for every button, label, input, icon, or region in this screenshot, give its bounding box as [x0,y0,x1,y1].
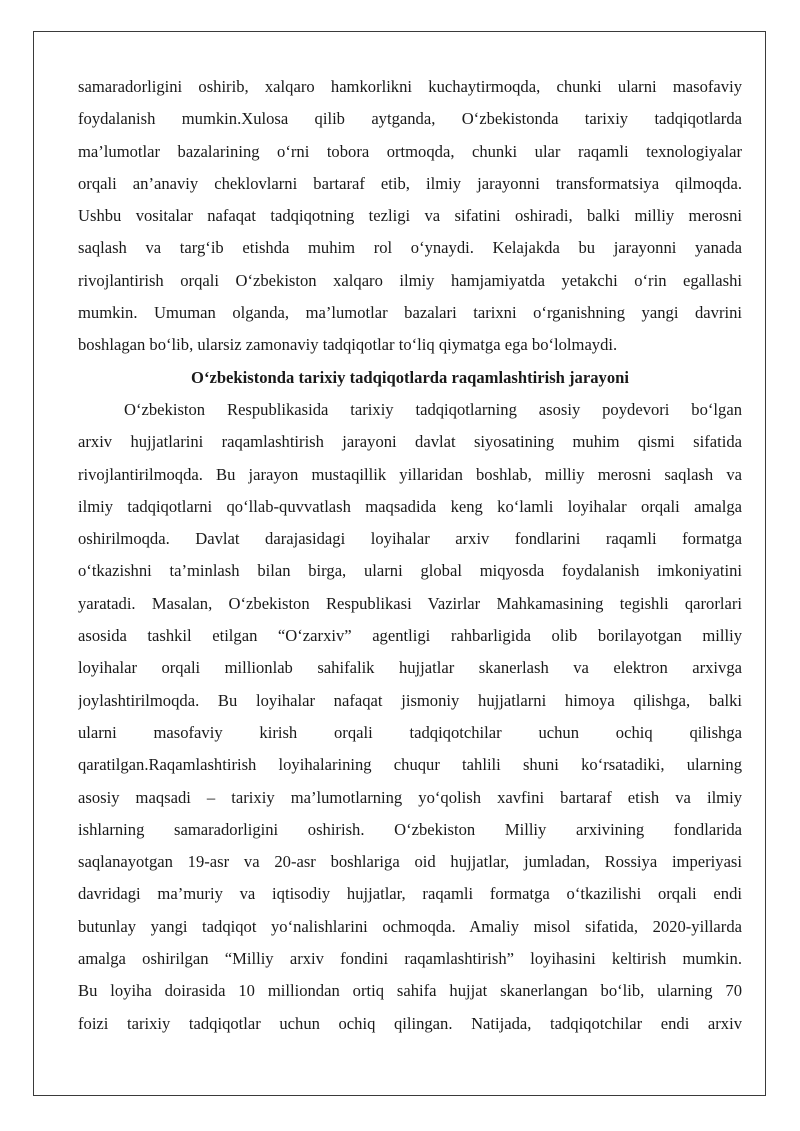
text-line: samaradorligini oshirib, xalqaro hamkorlikni kuchaytirmoqda, chunki ularni masofaviy [78,77,742,96]
text-line: ma’lumotlar bazalarining o‘rni tobora ortmoqda, chunki ular raqamli texnologiyalar [78,141,742,161]
text-line: saqlanayotgan 19-asr va 20-asr boshlariga oid hujjatlar, jumladan, Rossiya imperiyasi [78,852,742,872]
text-line: asosiy maqsadi – tarixiy ma’lumotlarning yo‘qolish xavfini bartaraf etish va ilmiy [78,787,742,807]
text-line: amalga oshirilgan “Milliy arxiv fondini raqamlashtirish” loyihasini keltirish mumkin. [78,949,742,969]
section-heading: O‘zbekistonda tarixiy tadqiqotlarda raqamlashtirish jarayoni [191,367,629,387]
document-body [78,71,742,1040]
text-line: rivojlantirilmoqda. Bu jarayon mustaqillik yillaridan boshlab, milliy merosni saqlash va [78,464,742,484]
text-line: qaratilgan.Raqamlashtirish loyihalarining chuqur tahlili shuni ko‘rsatadiki, ularning [78,755,742,775]
text-line: orqali an’anaviy cheklovlarni bartaraf etib, ilmiy jarayonni transformatsiya qilmoqda. [78,173,742,193]
text-line: O‘zbekiston Respublikasida tarixiy tadqiqotlarning asosiy poydevori bo‘lgan [124,399,742,419]
text-line: foydalanish mumkin.Xulosa qilib aytganda, O‘zbekistonda tarixiy tadqiqotlarda [78,109,742,129]
text-line: davridagi ma’muriy va iqtisodiy hujjatlar, raqamli formatga o‘tkazilishi orqali endi [78,884,742,904]
paragraph-conclusion [78,71,742,362]
text-line: ularni masofaviy kirish orqali tadqiqotchilar uchun ochiq qilishga [78,722,742,742]
text-line: Bu loyiha doirasida 10 milliondan ortiq sahifa hujjat skanerlangan bo‘lib, ularning 70 [78,981,742,1001]
text-line: ishlarning samaradorligini oshirish. O‘zbekiston Milliy arxivining fondlarida [78,819,742,839]
text-line: boshlagan bo‘lib, ularsiz zamonaviy tadqiqotlar to‘liq qiymatga ega bo‘lolmaydi. [78,335,618,355]
text-line: arxiv hujjatlarini raqamlashtirish jarayoni davlat siyosatining muhim qismi sifatida [78,432,742,452]
text-line: joylashtirilmoqda. Bu loyihalar nafaqat jismoniy hujjatlarni himoya qilishga, balki [78,690,742,710]
text-line: asosida tashkil etilgan “O‘zarxiv” agentligi rahbarligida olib borilayotgan milliy [78,626,742,646]
text-line: mumkin. Umuman olganda, ma’lumotlar bazalari tarixni o‘rganishning yangi davrini [78,303,742,323]
text-line: oshirilmoqda. Davlat darajasidagi loyihalar arxiv fondlarini raqamli formatga [78,529,742,549]
text-line: Ushbu vositalar nafaqat tadqiqotning tezligi va sifatini oshiradi, balki milliy merosni [78,206,742,226]
paragraph-digitization [78,394,742,1040]
text-line: yaratadi. Masalan, O‘zbekiston Respublikasi Vazirlar Mahkamasining tegishli qarorlari [78,593,742,613]
text-line: rivojlantirish orqali O‘zbekiston xalqaro ilmiy hamjamiyatda yetakchi o‘rin egallashi [78,270,742,290]
text-line: loyihalar orqali millionlab sahifalik hujjatlar skanerlash va elektron arxivga [78,658,742,678]
text-line: foizi tarixiy tadqiqotlar uchun ochiq qilingan. Natijada, tadqiqotchilar endi arxiv [78,1013,742,1033]
text-line: o‘tkazishni ta’minlash bilan birga, ularni global miqyosda foydalanish imkoniyatini [78,561,742,581]
text-line: butunlay yangi tadqiqot yo‘nalishlarini ochmoqda. Amaliy misol sifatida, 2020-yillarda [78,916,742,936]
text-line: ilmiy tadqiqotlarni qo‘llab-quvvatlash maqsadida keng ko‘lamli loyihalar orqali amalga [78,496,742,516]
text-line: saqlash va targ‘ib etishda muhim rol o‘ynaydi. Kelajakda bu jarayonni yanada [78,238,742,258]
